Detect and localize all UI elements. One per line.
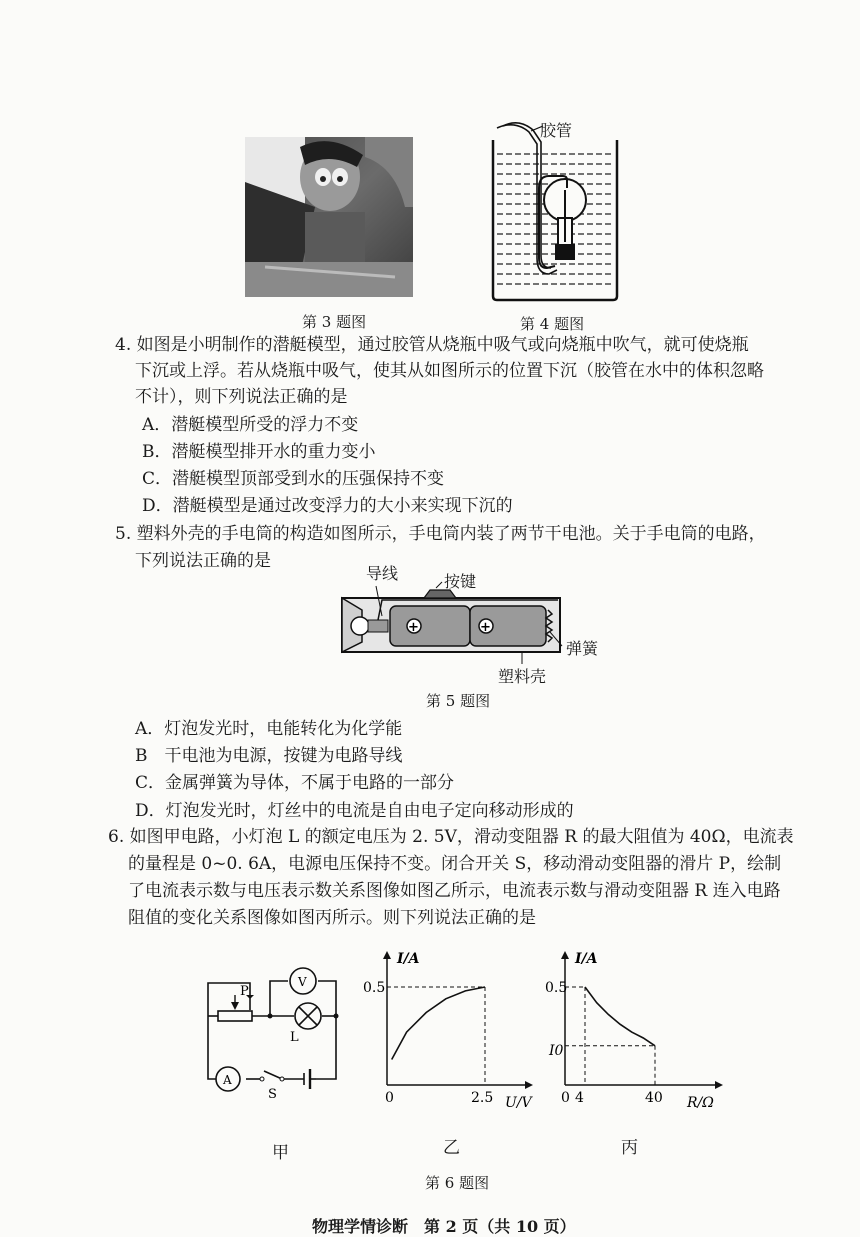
q4-stem-line3: 不计），则下列说法正确的是 bbox=[135, 387, 348, 407]
battery-1 bbox=[390, 606, 470, 646]
chart-bing-ylabel: I/A bbox=[575, 951, 598, 967]
svg-text:+: + bbox=[480, 620, 491, 635]
q5-option-a: A．灯泡发光时，电能转化为化学能 bbox=[135, 719, 403, 739]
q4-option-a: A．潜艇模型所受的浮力不变 bbox=[142, 415, 359, 435]
chart-bing-xtick-1: 4 bbox=[575, 1090, 584, 1106]
fig6-sublabel-jia: 甲 bbox=[272, 1143, 289, 1163]
chart-bing-xlabel: R/Ω bbox=[687, 1095, 714, 1110]
chart-bing-xtick-2: 40 bbox=[645, 1090, 663, 1106]
q5-option-b: B 干电池为电源，按键为电路导线 bbox=[135, 746, 403, 766]
chart-bing-xtick-0: 0 bbox=[561, 1090, 570, 1106]
chart-bing bbox=[545, 945, 735, 1110]
fig3-photo bbox=[245, 137, 413, 297]
fig6-sublabel-bing: 丙 bbox=[621, 1138, 638, 1158]
chart-bing-ytick-1: I0 bbox=[549, 1043, 564, 1059]
q4-option-c: C．潜艇模型顶部受到水的压强保持不变 bbox=[142, 469, 445, 489]
fig6-circuit bbox=[200, 955, 350, 1105]
fig3-caption: 第 3 题图 bbox=[302, 313, 367, 331]
fig4-diagram bbox=[485, 118, 630, 308]
q5-stem-line1: 5. 塑料外壳的手电筒的构造如图所示，手电筒内装了两节干电池。关于手电筒的电路， bbox=[115, 524, 766, 544]
page-footer: 物理学情诊断 第 2 页（共 10 页） bbox=[312, 1217, 576, 1236]
q5-stem-line2: 下列说法正确的是 bbox=[135, 551, 271, 571]
fig5-label-button: 按键 bbox=[444, 572, 477, 591]
q4-option-b: B．潜艇模型排开水的重力变小 bbox=[142, 442, 376, 462]
chart-yi bbox=[355, 945, 535, 1110]
chart-yi-xtick-1: 2.5 bbox=[471, 1090, 494, 1106]
chart-yi-ytick-0: 0.5 bbox=[363, 980, 386, 996]
fig6-caption: 第 6 题图 bbox=[425, 1174, 490, 1192]
fig4-label-tube: 胶管 bbox=[540, 121, 573, 140]
fig5-label-wire: 导线 bbox=[366, 564, 399, 583]
q4-option-d: D．潜艇模型是通过改变浮力的大小来实现下沉的 bbox=[142, 496, 513, 516]
chart-yi-series-line bbox=[392, 987, 485, 1060]
q5-option-d: D．灯泡发光时，灯丝中的电流是自由电子定向移动形成的 bbox=[135, 801, 574, 821]
fig5-caption: 第 5 题图 bbox=[426, 692, 491, 710]
q5-option-c: C．金属弹簧为导体，不属于电路的一部分 bbox=[135, 773, 455, 793]
chart-yi-xlabel: U/V bbox=[505, 1095, 532, 1110]
circuit-label-a: A bbox=[223, 1073, 232, 1087]
q6-stem-line2: 的量程是 0~0. 6A，电源电压保持不变。闭合开关 S，移动滑动变阻器的滑片 P，绘制 bbox=[128, 854, 782, 874]
fig5-label-spring: 弹簧 bbox=[566, 639, 599, 658]
rheostat bbox=[218, 1011, 252, 1021]
circuit-label-s: S bbox=[268, 1087, 277, 1102]
fig5-label-shell: 塑料壳 bbox=[498, 667, 547, 686]
fig4-caption: 第 4 题图 bbox=[520, 315, 585, 333]
chart-bing-series-line bbox=[585, 987, 655, 1046]
q6-stem-line3: 了电流表示数与电压表示数关系图像如图乙所示，电流表示数与滑动变阻器 R 连入电路 bbox=[128, 881, 781, 901]
flask-stopper bbox=[555, 244, 575, 260]
bulb bbox=[351, 617, 369, 635]
svg-text:+: + bbox=[408, 620, 419, 635]
chart-bing-ytick-0: 0.5 bbox=[545, 980, 568, 996]
q4-stem-line1: 4. 如图是小明制作的潜艇模型，通过胶管从烧瓶中吸气或向烧瓶中吹气，就可使烧瓶 bbox=[115, 335, 749, 355]
circuit-label-v: V bbox=[298, 975, 307, 989]
fig5-flashlight bbox=[338, 580, 568, 670]
q6-stem-line4: 阻值的变化关系图像如图丙所示。则下列说法正确的是 bbox=[128, 908, 536, 928]
chart-yi-ylabel: I/A bbox=[397, 951, 420, 967]
q4-stem-line2: 下沉或上浮。若从烧瓶中吸气，使其从如图所示的位置下沉（胶管在水中的体积忽略 bbox=[135, 361, 764, 381]
chart-yi-xtick-0: 0 bbox=[385, 1090, 394, 1106]
circuit-label-l: L bbox=[290, 1030, 299, 1045]
fig6-sublabel-yi: 乙 bbox=[443, 1138, 460, 1158]
circuit-label-p: P bbox=[240, 984, 249, 999]
q6-stem-line1: 6. 如图甲电路，小灯泡 L 的额定电压为 2. 5V，滑动变阻器 R 的最大阻值为 40Ω，电流表 bbox=[108, 827, 794, 847]
